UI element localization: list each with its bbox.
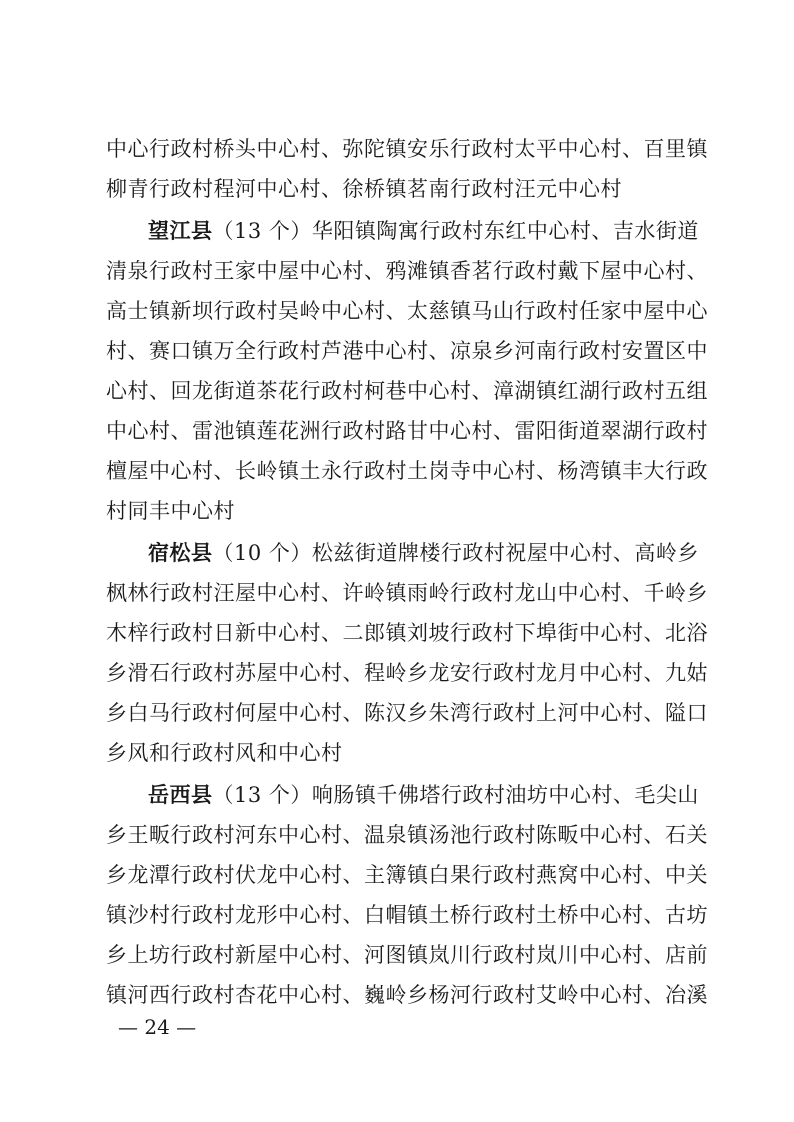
paragraph-first-line [148, 216, 699, 246]
text-line: 镇沙村行政村龙形中心村、白帽镇土桥行政村土桥中心村、古坊 [106, 903, 708, 927]
text-line: 木梓行政村日新中心村、二郎镇刘坡行政村下埠街中心村、北浴 [106, 621, 708, 645]
text-line: 乡白马行政村何屋中心村、陈汉乡朱湾行政村上河中心村、隘口 [106, 701, 708, 725]
county-name: 岳西县 [148, 783, 213, 807]
text-line: 檀屋中心村、长岭镇土永行政村土岗寺中心村、杨湾镇丰大行政 [106, 459, 708, 483]
text-span: （13 个）华阳镇陶寓行政村东红中心村、吉水街道 [212, 219, 699, 243]
text-line: 乡上坊行政村新屋中心村、河图镇岚川行政村岚川中心村、店前 [106, 943, 708, 967]
county-name: 宿松县 [148, 541, 213, 565]
text-span: （13 个）响肠镇千佛塔行政村油坊中心村、毛尖山 [212, 783, 699, 807]
text-line: 村、赛口镇万全行政村芦港中心村、凉泉乡河南行政村安置区中 [106, 339, 708, 363]
text-span: （10 个）松兹街道牌楼行政村祝屋中心村、高岭乡 [212, 541, 699, 565]
text-line: 高士镇新坝行政村吴岭中心村、太慈镇马山行政村任家中屋中心 [106, 299, 708, 323]
text-line: 柳青行政村程河中心村、徐桥镇茗南行政村汪元中心村 [106, 177, 622, 201]
text-line: 乡龙潭行政村伏龙中心村、主簿镇白果行政村燕窝中心村、中关 [106, 863, 708, 887]
paragraph-first-line [148, 538, 699, 568]
text-line: 枫林行政村汪屋中心村、许岭镇雨岭行政村龙山中心村、千岭乡 [106, 581, 708, 605]
text-line: 心村、回龙街道茶花行政村柯巷中心村、漳湖镇红湖行政村五组 [106, 379, 708, 403]
text-line: 乡滑石行政村苏屋中心村、程岭乡龙安行政村龙月中心村、九姑 [106, 661, 708, 685]
text-line: 中心村、雷池镇莲花洲行政村路甘中心村、雷阳街道翠湖行政村 [106, 419, 708, 443]
text-line: 镇河西行政村杏花中心村、巍岭乡杨河行政村艾岭中心村、冶溪 [106, 983, 708, 1007]
text-line: 乡风和行政村风和中心村 [106, 741, 343, 765]
text-line: 村同丰中心村 [106, 499, 235, 523]
text-line: 清泉行政村王家中屋中心村、鸦滩镇香茗行政村戴下屋中心村、 [106, 259, 708, 283]
text-line: 乡王畈行政村河东中心村、温泉镇汤池行政村陈畈中心村、石关 [106, 823, 708, 847]
county-name: 望江县 [148, 219, 213, 243]
text-line: 中心行政村桥头中心村、弥陀镇安乐行政村太平中心村、百里镇 [106, 137, 708, 161]
paragraph-first-line [148, 780, 699, 810]
page-number: — 24 — [118, 1015, 197, 1039]
